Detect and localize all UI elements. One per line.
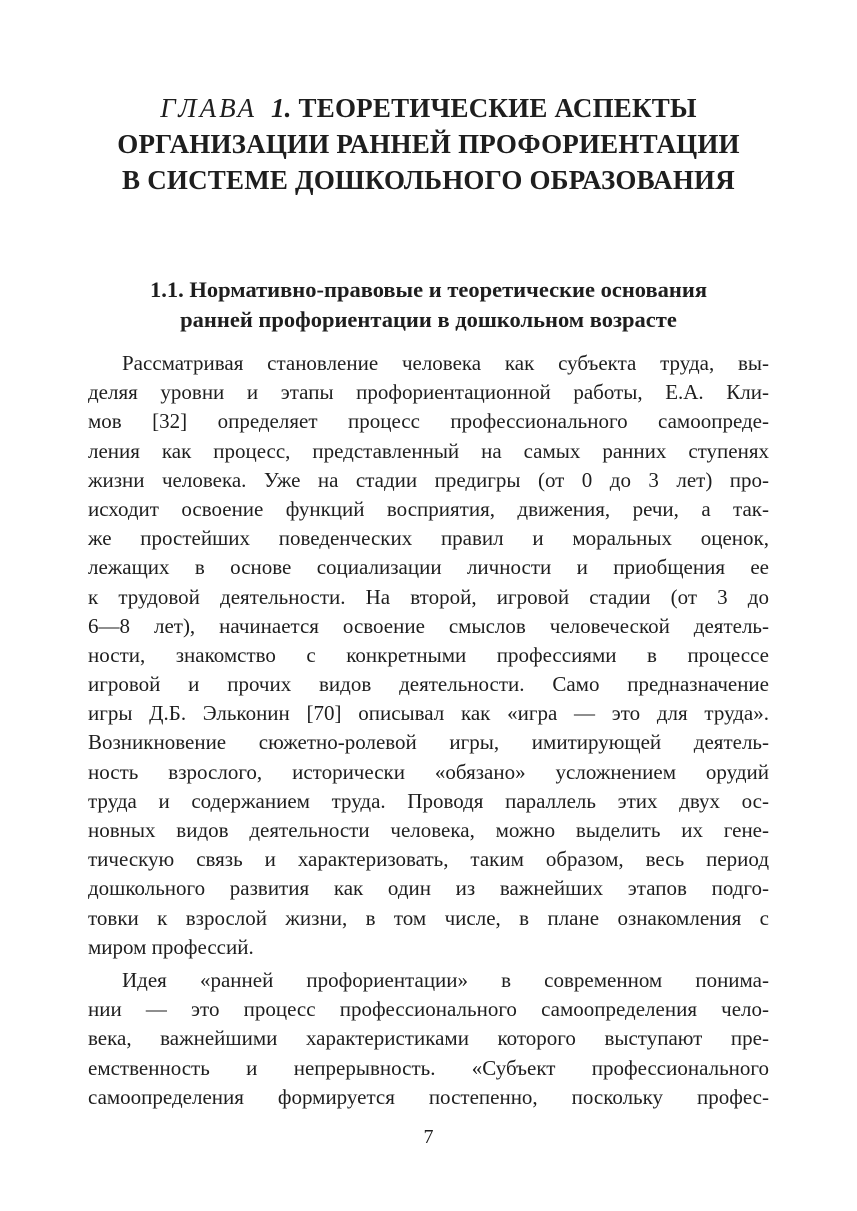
paragraph-2 bbox=[88, 966, 769, 1112]
text-line: самоопределения формируется постепенно, поскольку профес- bbox=[88, 1084, 769, 1109]
text-line: миром профессий. bbox=[88, 934, 254, 959]
chapter-number: 1. bbox=[270, 93, 292, 123]
text-line: Возникновение сюжетно-ролевой игры, имитирующей деятель- bbox=[88, 730, 769, 755]
text-line: ления как процесс, представленный на самых ранних ступенях bbox=[88, 438, 769, 463]
section-title bbox=[88, 275, 769, 335]
text-line: века, важнейшими характеристиками которого выступают пре- bbox=[88, 1026, 769, 1051]
text-line: емственность и непрерывность. «Субъект профессионального bbox=[88, 1055, 769, 1080]
chapter-title-line-1 bbox=[88, 90, 769, 126]
paragraph-1 bbox=[88, 349, 769, 962]
chapter-title bbox=[88, 90, 769, 198]
text-line: же простейших поведенческих правил и моральных оценок, bbox=[88, 526, 769, 551]
chapter-title-text-1: ТЕОРЕТИЧЕСКИЕ АСПЕКТЫ bbox=[298, 93, 697, 123]
text-line: жизни человека. Уже на стадии предигры (от 0 до 3 лет) про- bbox=[88, 467, 769, 492]
text-line: деляя уровни и этапы профориентационной работы, Е.А. Кли- bbox=[88, 380, 769, 405]
text-line: дошкольного развития как один из важнейших этапов подго- bbox=[88, 876, 769, 901]
text-line: Идея «ранней профориентации» в современном понима- bbox=[122, 967, 769, 992]
body-text bbox=[88, 349, 769, 1112]
chapter-title-line-3: В СИСТЕМЕ ДОШКОЛЬНОГО ОБРАЗОВАНИЯ bbox=[122, 165, 735, 195]
text-line: Рассматривая становление человека как субъекта труда, вы- bbox=[122, 351, 769, 375]
text-line: ность взрослого, исторически «обязано» усложнением орудий bbox=[88, 759, 769, 784]
text-line: ности, знакомство с конкретными профессиями в процессе bbox=[88, 642, 769, 667]
text-line: труда и содержанием труда. Проводя параллель этих двух ос- bbox=[88, 788, 769, 813]
text-line: к трудовой деятельности. На второй, игровой стадии (от 3 до bbox=[88, 584, 769, 609]
text-line: 6—8 лет), начинается освоение смыслов человеческой деятель- bbox=[88, 613, 769, 638]
text-line: лежащих в основе социализации личности и приобщения ее bbox=[88, 555, 769, 580]
text-line: игровой и прочих видов деятельности. Само предназначение bbox=[88, 672, 769, 697]
page-number: 7 bbox=[423, 1126, 434, 1148]
text-line: нии — это процесс профессионального самоопределения чело- bbox=[88, 997, 769, 1022]
text-line: товки к взрослой жизни, в том числе, в плане ознакомления с bbox=[88, 905, 769, 930]
chapter-title-line-2: ОРГАНИЗАЦИИ РАННЕЙ ПРОФОРИЕНТАЦИИ bbox=[117, 129, 740, 159]
text-line: игры Д.Б. Эльконин [70] описывал как «игра — это для труда». bbox=[88, 701, 769, 726]
text-line: мов [32] определяет процесс профессионального самоопреде- bbox=[88, 409, 769, 434]
text-line: исходит освоение функций восприятия, движения, речи, а так- bbox=[88, 496, 769, 521]
text-line: тическую связь и характеризовать, таким образом, весь период bbox=[88, 847, 769, 872]
chapter-label: ГЛАВА bbox=[160, 93, 258, 123]
section-title-line-1: 1.1. Нормативно-правовые и теоретические основания bbox=[149, 277, 708, 302]
section-title-line-2: ранней профориентации в дошкольном возрасте bbox=[180, 307, 677, 332]
text-line: новных видов деятельности человека, можно выделить их гене- bbox=[88, 818, 769, 842]
